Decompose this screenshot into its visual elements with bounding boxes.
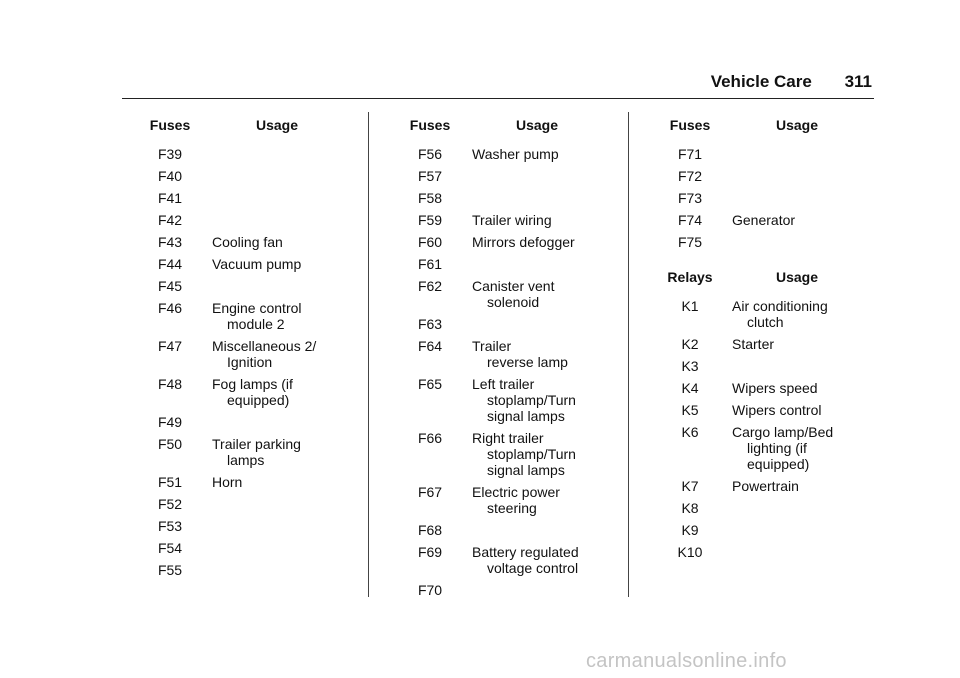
- table-row: [128, 376, 342, 408]
- usage-line: Engine control: [212, 300, 302, 316]
- table-row: [648, 402, 862, 418]
- row-usage: [472, 544, 602, 576]
- row-usage: [732, 146, 862, 162]
- row-usage: [212, 146, 342, 162]
- row-id: F58: [417, 190, 443, 206]
- table-row: [648, 380, 862, 396]
- row-id: K8: [681, 500, 699, 516]
- table-row: [648, 544, 862, 560]
- usage-line: Ignition: [227, 354, 273, 370]
- table-row: [648, 146, 862, 162]
- row-usage: [472, 316, 602, 332]
- row-usage: [472, 376, 602, 424]
- column-divider-1: [368, 112, 369, 597]
- table-row: [128, 496, 342, 512]
- table-row: [128, 190, 342, 206]
- row-id: F48: [157, 376, 183, 392]
- usage-line: module 2: [227, 316, 285, 332]
- table-row: [128, 518, 342, 534]
- row-id: F43: [157, 234, 183, 250]
- row-usage: [212, 168, 342, 184]
- row-usage: [732, 478, 862, 494]
- usage-line: Trailer parking: [212, 436, 301, 452]
- table-row: [648, 336, 862, 352]
- fuse-relay-table-3: [648, 117, 862, 566]
- table-row: [388, 190, 602, 206]
- row-id: F67: [417, 484, 443, 500]
- table-row: [128, 146, 342, 162]
- row-usage: [212, 212, 342, 228]
- row-usage: [472, 522, 602, 538]
- row-usage: [472, 146, 602, 162]
- table-row: [648, 212, 862, 228]
- row-id: K2: [681, 336, 699, 352]
- table-row: [648, 478, 862, 494]
- row-usage: [212, 436, 342, 468]
- table-row: [128, 436, 342, 468]
- table-row: [128, 540, 342, 556]
- table-row: [388, 484, 602, 516]
- row-id: K6: [681, 424, 699, 440]
- header-rule: [122, 98, 874, 99]
- row-id: F75: [677, 234, 703, 250]
- usage-line: stoplamp/Turn: [487, 446, 576, 462]
- usage-line: stoplamp/Turn: [487, 392, 576, 408]
- row-id: F66: [417, 430, 443, 446]
- usage-line: Mirrors defogger: [472, 234, 575, 250]
- row-id: F49: [157, 414, 183, 430]
- table-row: [648, 234, 862, 250]
- table-row: [388, 522, 602, 538]
- row-id: K4: [681, 380, 699, 396]
- table-row: [648, 168, 862, 184]
- table-row: [388, 168, 602, 184]
- usage-line: Fog lamps (if: [212, 376, 293, 392]
- usage-line: equipped): [227, 392, 290, 408]
- table-header: [388, 117, 602, 133]
- row-id: F50: [157, 436, 183, 452]
- table-row: [128, 212, 342, 228]
- row-id: F60: [417, 234, 443, 250]
- row-id: F57: [417, 168, 443, 184]
- table-header: [648, 117, 862, 133]
- table-header: [648, 269, 862, 285]
- usage-line: Miscellaneous 2/: [212, 338, 317, 354]
- row-usage: [732, 500, 862, 516]
- header-id: Relays: [667, 269, 713, 285]
- usage-line: voltage control: [487, 560, 579, 576]
- usage-line: Generator: [732, 212, 796, 228]
- usage-line: Powertrain: [732, 478, 799, 494]
- usage-line: Trailer wiring: [472, 212, 552, 228]
- row-id: F74: [677, 212, 703, 228]
- header-id: Fuses: [669, 117, 711, 133]
- usage-line: lighting (if: [747, 440, 807, 456]
- row-id: F51: [157, 474, 183, 490]
- usage-line: Wipers control: [732, 402, 822, 418]
- table-row: [648, 424, 862, 472]
- row-usage: [472, 212, 602, 228]
- row-usage: [212, 540, 342, 556]
- row-usage: [212, 562, 342, 578]
- row-id: F54: [157, 540, 183, 556]
- header-usage: Usage: [775, 269, 819, 285]
- table-row: [388, 338, 602, 370]
- table-row: [388, 544, 602, 576]
- row-usage: [212, 278, 342, 294]
- row-id: F45: [157, 278, 183, 294]
- usage-line: signal lamps: [487, 462, 565, 478]
- row-id: K10: [677, 544, 703, 560]
- header-id: Fuses: [409, 117, 451, 133]
- table-row: [128, 168, 342, 184]
- row-usage: [472, 430, 602, 478]
- table-row: [388, 582, 602, 598]
- usage-line: signal lamps: [487, 408, 565, 424]
- row-usage: [212, 190, 342, 206]
- row-id: F46: [157, 300, 183, 316]
- fuse-table-1: [128, 117, 342, 584]
- row-id: F65: [417, 376, 443, 392]
- usage-line: Air conditioning: [732, 298, 828, 314]
- usage-line: Right trailer: [472, 430, 544, 446]
- usage-line: reverse lamp: [487, 354, 568, 370]
- table-header: [128, 117, 342, 133]
- usage-line: clutch: [747, 314, 784, 330]
- watermark: carmanualsonline.info: [586, 650, 787, 672]
- usage-line: solenoid: [487, 294, 540, 310]
- row-usage: [732, 402, 862, 418]
- table-row: [648, 522, 862, 538]
- table-row: [388, 430, 602, 478]
- usage-line: lamps: [227, 452, 265, 468]
- usage-line: equipped): [747, 456, 810, 472]
- table-row: [128, 300, 342, 332]
- row-id: F44: [157, 256, 183, 272]
- row-id: F41: [157, 190, 183, 206]
- row-id: F42: [157, 212, 183, 228]
- row-id: K7: [681, 478, 699, 494]
- usage-line: Left trailer: [472, 376, 535, 392]
- fuse-table-2: [388, 117, 602, 604]
- row-id: K1: [681, 298, 699, 314]
- header-usage: Usage: [515, 117, 559, 133]
- usage-line: Electric power: [472, 484, 560, 500]
- row-usage: [472, 256, 602, 272]
- table-row: [128, 474, 342, 490]
- row-usage: [212, 414, 342, 430]
- row-usage: [732, 234, 862, 250]
- row-id: F39: [157, 146, 183, 162]
- row-id: F73: [677, 190, 703, 206]
- header-id: Fuses: [149, 117, 191, 133]
- row-usage: [212, 496, 342, 512]
- usage-line: Cooling fan: [212, 234, 283, 250]
- row-usage: [212, 256, 342, 272]
- usage-line: Starter: [732, 336, 775, 352]
- row-usage: [732, 336, 862, 352]
- table-row: [128, 234, 342, 250]
- row-id: F62: [417, 278, 443, 294]
- page-header: [711, 72, 872, 92]
- usage-line: steering: [487, 500, 537, 516]
- usage-line: Battery regulated: [472, 544, 579, 560]
- table-row: [648, 500, 862, 516]
- page-number: 311: [844, 72, 872, 91]
- table-row: [388, 234, 602, 250]
- row-id: F53: [157, 518, 183, 534]
- table-row: [128, 256, 342, 272]
- section-title: Vehicle Care: [710, 72, 812, 91]
- row-usage: [472, 168, 602, 184]
- table-row: [648, 190, 862, 206]
- row-id: F71: [677, 146, 703, 162]
- table-row: [388, 146, 602, 162]
- row-id: F56: [417, 146, 443, 162]
- usage-line: Washer pump: [472, 146, 559, 162]
- row-usage: [212, 474, 342, 490]
- row-usage: [732, 298, 862, 330]
- row-usage: [732, 358, 862, 374]
- row-usage: [732, 522, 862, 538]
- row-usage: [472, 582, 602, 598]
- row-id: F69: [417, 544, 443, 560]
- usage-line: Horn: [212, 474, 243, 490]
- table-row: [388, 376, 602, 424]
- row-id: K9: [681, 522, 699, 538]
- row-usage: [472, 338, 602, 370]
- header-usage: Usage: [775, 117, 819, 133]
- table-row: [388, 212, 602, 228]
- usage-line: Canister vent: [472, 278, 555, 294]
- row-id: F72: [677, 168, 703, 184]
- header-usage: Usage: [255, 117, 299, 133]
- row-usage: [732, 380, 862, 396]
- row-id: F70: [417, 582, 443, 598]
- row-usage: [472, 484, 602, 516]
- table-row: [128, 338, 342, 370]
- row-id: F61: [417, 256, 443, 272]
- column-divider-2: [628, 112, 629, 597]
- row-usage: [212, 300, 342, 332]
- row-usage: [472, 234, 602, 250]
- table-row: [388, 278, 602, 310]
- row-id: F47: [157, 338, 183, 354]
- row-id: F68: [417, 522, 443, 538]
- row-id: F59: [417, 212, 443, 228]
- table-row: [128, 414, 342, 430]
- section-gap: [648, 256, 862, 269]
- row-usage: [212, 338, 342, 370]
- table-row: [128, 278, 342, 294]
- usage-line: Cargo lamp/Bed: [732, 424, 834, 440]
- row-id: K5: [681, 402, 699, 418]
- row-usage: [732, 424, 862, 472]
- row-usage: [732, 544, 862, 560]
- row-usage: [212, 518, 342, 534]
- table-row: [648, 298, 862, 330]
- row-id: F52: [157, 496, 183, 512]
- row-id: F55: [157, 562, 183, 578]
- row-usage: [212, 234, 342, 250]
- table-row: [388, 316, 602, 332]
- row-usage: [732, 168, 862, 184]
- usage-line: Vacuum pump: [212, 256, 302, 272]
- table-row: [128, 562, 342, 578]
- row-usage: [472, 278, 602, 310]
- row-id: F64: [417, 338, 443, 354]
- row-usage: [732, 212, 862, 228]
- usage-line: Wipers speed: [732, 380, 818, 396]
- row-usage: [732, 190, 862, 206]
- table-row: [388, 256, 602, 272]
- row-usage: [212, 376, 342, 408]
- table-row: [648, 358, 862, 374]
- row-id: F63: [417, 316, 443, 332]
- usage-line: Trailer: [472, 338, 512, 354]
- row-usage: [472, 190, 602, 206]
- row-id: K3: [681, 358, 699, 374]
- row-id: F40: [157, 168, 183, 184]
